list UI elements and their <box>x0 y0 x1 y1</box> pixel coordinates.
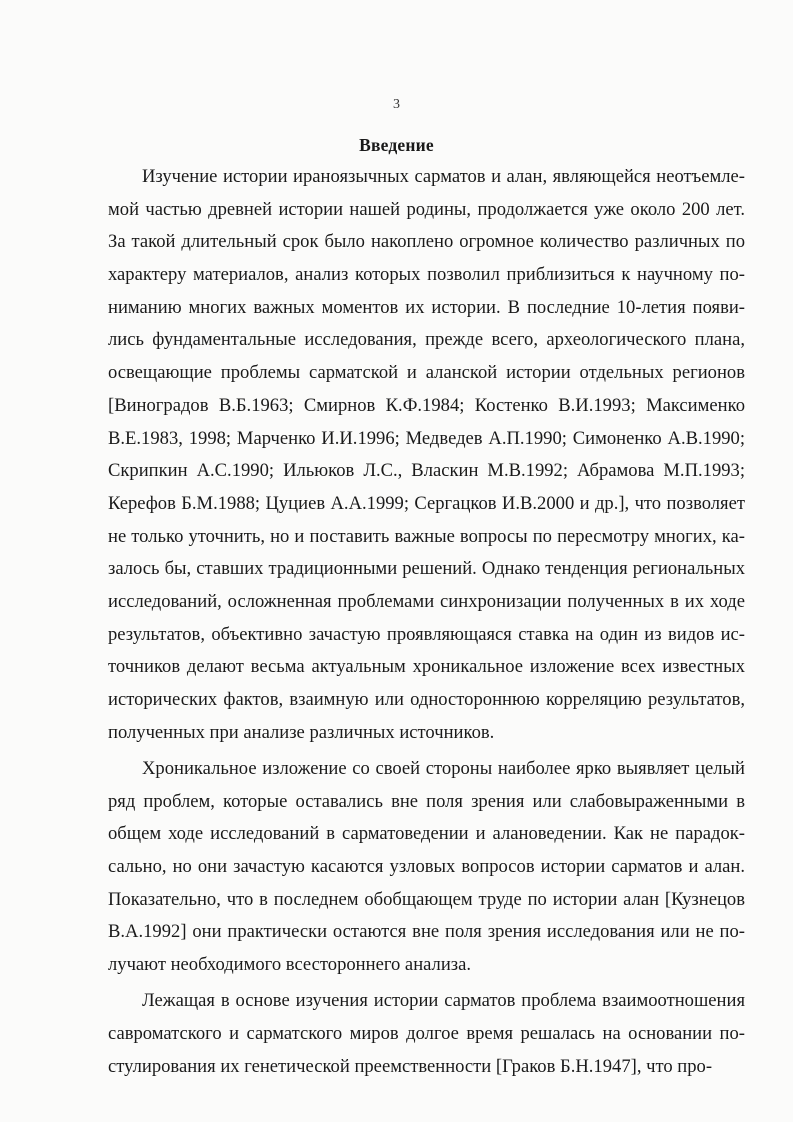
text-line: В.Е.1983, 1998; Марченко И.И.1996; Медведев А.П.1990; Симоненко А.В.1990; <box>108 427 745 449</box>
text-line: исследований, осложненная проблемами синхронизации полученных в их ходе <box>108 590 745 612</box>
paragraph <box>108 161 745 749</box>
text-line: ряд проблем, которые оставались вне поля зрения или слабовыраженными в <box>108 790 745 812</box>
text-line: Изучение истории ираноязычных сарматов и алан, являющейся неотъемле- <box>142 166 745 187</box>
text-line: Лежащая в основе изучения истории сарматов проблема взаимоотношения <box>142 990 745 1012</box>
text-line: В.А.1992] они практически остаются вне поля зрения исследования или не по- <box>108 921 745 943</box>
paragraph <box>108 985 745 1083</box>
text-line: сально, но они зачастую касаются узловых вопросов истории сарматов и алан. <box>108 855 745 877</box>
text-line: не только уточнить, но и поставить важные вопросы по пересмотру многих, ка- <box>108 525 745 547</box>
text-line: За такой длительный срок было накоплено огромное количество различных по <box>108 231 745 253</box>
text-line: Керефов Б.М.1988; Цуциев А.А.1999; Сергацков И.В.2000 и др.], что позволяет <box>108 492 745 514</box>
text-line: залось бы, ставших традиционными решений. Однако тенденция региональных <box>108 558 745 580</box>
text-line: характеру материалов, анализ которых позволил приблизиться к научному по- <box>108 264 745 286</box>
text-line: [Виноградов В.Б.1963; Смирнов К.Ф.1984; Костенко В.И.1993; Максименко <box>108 394 745 416</box>
text-line: лучают необходимого всестороннего анализа. <box>108 954 472 975</box>
body-text <box>108 161 745 1083</box>
text-line: освещающие проблемы сарматской и аланской истории отдельных регионов <box>108 362 745 384</box>
text-line: полученных при анализе различных источников. <box>108 721 495 743</box>
text-line: Скрипкин А.С.1990; Ильюков Л.С., Власкин М.В.1992; Абрамова М.П.1993; <box>108 460 745 482</box>
text-line: лись фундаментальные исследования, прежде всего, археологического плана, <box>108 329 745 351</box>
text-line: результатов, объективно зачастую проявляющаяся ставка на один из видов ис- <box>108 623 745 645</box>
section-heading: Введение <box>359 135 434 155</box>
text-line: Показательно, что в последнем обобщающем труде по истории алан [Кузнецов <box>108 888 745 910</box>
text-line: Хроникальное изложение со своей стороны наиболее ярко выявляет целый <box>142 757 745 779</box>
text-line: мой частью древней истории нашей родины, продолжается уже около 200 лет. <box>108 198 745 220</box>
text-line: савроматского и сарматского миров долгое время решалась на основании по- <box>108 1022 745 1044</box>
text-line: ниманию многих важных моментов их истории. В последние 10-летия появи- <box>108 296 745 318</box>
text-line: общем ходе исследований в сарматоведении и алановедении. Как не парадок- <box>108 823 745 845</box>
text-line: исторических фактов, взаимную или одностороннюю корреляцию результатов, <box>108 689 745 710</box>
text-line: точников делают весьма актуальным хроникальное изложение всех известных <box>108 656 745 678</box>
page-number: 3 <box>393 97 400 112</box>
paragraph <box>108 753 745 982</box>
text-line: стулирования их генетической преемственности [Граков Б.Н.1947], что про- <box>108 1055 713 1077</box>
